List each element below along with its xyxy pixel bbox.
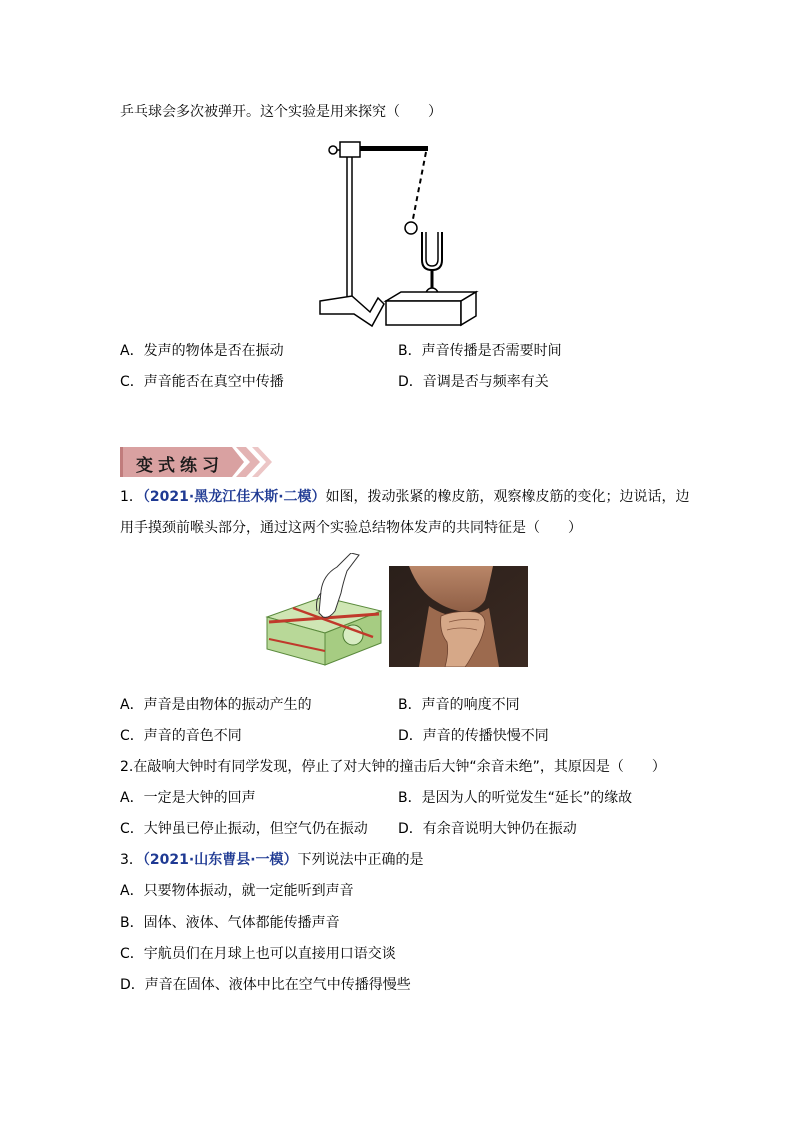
question-text: 下列说法中正确的是 (297, 852, 424, 868)
option-d[interactable]: D．有余音说明大钟仍在振动 (398, 821, 577, 837)
question-2-text: 2.在敲响大钟时有同学发现，停止了对大钟的撞击后大钟“余音未绝”，其原因是（ ） (120, 759, 666, 775)
option-a[interactable]: A．发声的物体是否在振动 (120, 343, 284, 359)
question-number: 1． (120, 489, 143, 505)
option-b[interactable]: B．是因为人的听觉发生“延长”的缘故 (398, 790, 633, 806)
option-d[interactable]: D．声音在固体、液体中比在空气中传播得慢些 (120, 977, 411, 993)
question-stem: 乒乓球会多次被弹开。这个实验是用来探究（ ） (120, 104, 442, 120)
question-1-line-2: 用手摸颈前喉头部分，通过这两个实验总结物体发声的共同特征是（ ） (120, 520, 582, 536)
tuning-fork-apparatus-figure (316, 136, 482, 330)
question-3-line (120, 850, 424, 870)
question-1-line-1 (120, 487, 690, 507)
option-c[interactable]: C．声音能否在真空中传播 (120, 374, 284, 390)
option-a[interactable]: A．一定是大钟的回声 (120, 790, 256, 806)
rubber-band-box-figure (263, 553, 384, 668)
question-source: （2021·黑龙江佳木斯·二模） (142, 489, 326, 505)
throat-touch-photo (389, 566, 528, 667)
question-source: （2021·山东曹县·一模） (142, 852, 298, 868)
section-title: 变式练习 (136, 456, 224, 476)
option-d[interactable]: D．音调是否与频率有关 (398, 374, 549, 390)
question-number: 3． (120, 852, 143, 868)
option-c[interactable]: C．声音的音色不同 (120, 728, 242, 744)
option-a[interactable]: A．声音是由物体的振动产生的 (120, 697, 312, 713)
option-a[interactable]: A．只要物体振动，就一定能听到声音 (120, 883, 354, 899)
option-b[interactable]: B．固体、液体、气体都能传播声音 (120, 915, 340, 931)
option-b[interactable]: B．声音传播是否需要时间 (398, 343, 562, 359)
option-b[interactable]: B．声音的响度不同 (398, 697, 520, 713)
option-c[interactable]: C．大钟虽已停止振动，但空气仍在振动 (120, 821, 368, 837)
option-d[interactable]: D．声音的传播快慢不同 (398, 728, 549, 744)
question-text: 如图，拨动张紧的橡皮筋，观察橡皮筋的变化；边说话，边 (325, 489, 690, 505)
option-c[interactable]: C．宇航员们在月球上也可以直接用口语交谈 (120, 946, 396, 962)
